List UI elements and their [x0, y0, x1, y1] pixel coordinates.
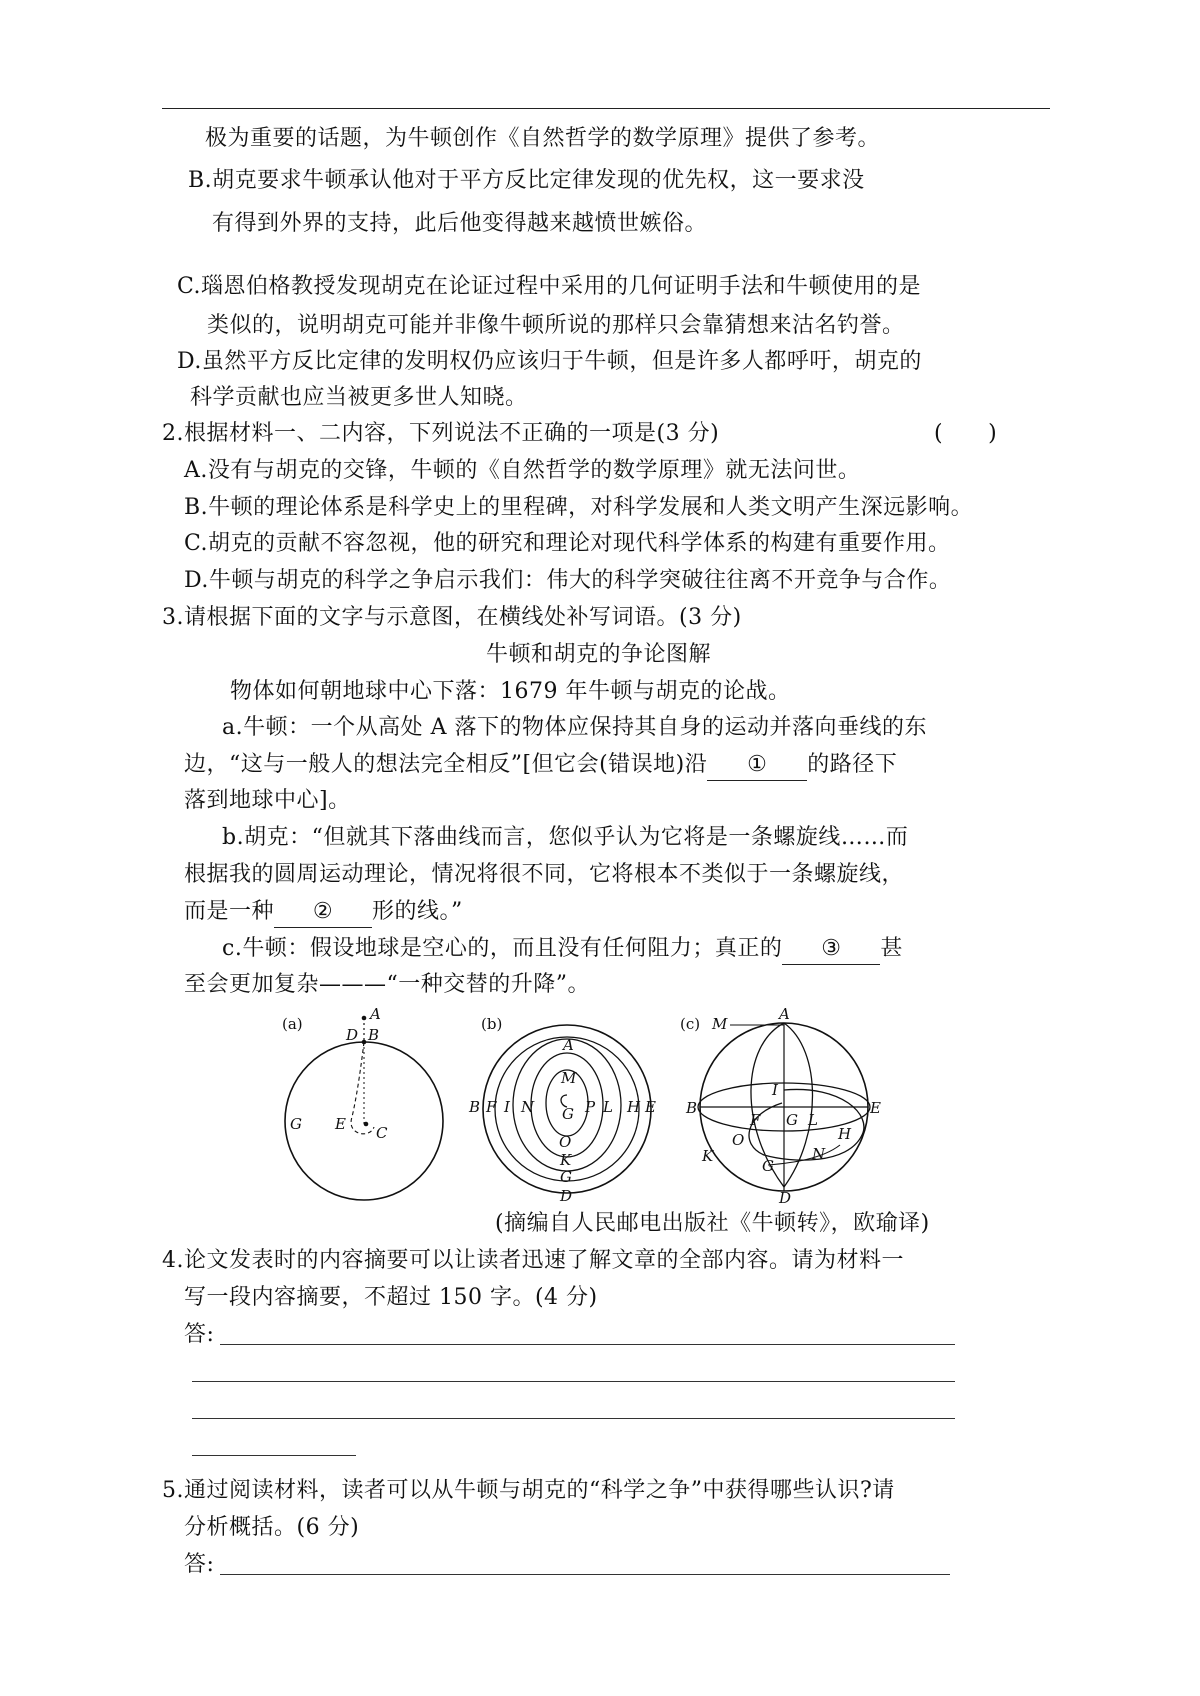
- q4-answer-label: 答:: [184, 1322, 215, 1347]
- q1-option-d-cont: 科学贡献也应当被更多世人知晓。: [190, 385, 528, 410]
- figure-panels: [270, 1005, 950, 1205]
- fig-a-label-G: G: [290, 1115, 302, 1133]
- fig-b-label-H: H: [627, 1098, 641, 1116]
- q3-b-line3: [184, 897, 463, 928]
- fig-c-label-O: O: [732, 1131, 745, 1149]
- fig-b-label-N: N: [521, 1098, 535, 1116]
- fig-c-label-E: E: [870, 1099, 881, 1117]
- fig-b-label-G-outer: G: [560, 1168, 572, 1186]
- q3-a-line1: a.牛顿：一个从高处 A 落下的物体应保持其自身的运动并落向垂线的东: [222, 715, 927, 740]
- figure-a: [282, 1005, 443, 1200]
- q3-a-line2-pre: 边，“这与一般人的想法完全相反”[但它会(错误地)沿: [184, 752, 708, 777]
- fig-b-label-A: A: [563, 1036, 574, 1054]
- q5-answer-label: 答:: [184, 1552, 215, 1577]
- fig-c-label-A: A: [779, 1005, 790, 1023]
- q2-stem: 2.根据材料一、二内容，下列说法不正确的一项是(3 分): [162, 421, 720, 446]
- fig-a-label-E: E: [335, 1115, 346, 1133]
- q3-intro: 物体如何朝地球中心下落：1679 年牛顿与胡克的论战。: [230, 679, 791, 704]
- q3-b-line3-pre: 而是一种: [184, 899, 275, 924]
- q4-answer-line-3[interactable]: [192, 1418, 955, 1419]
- q3-a-line3: 落到地球中心]。: [184, 788, 351, 813]
- fig-c-label-I: I: [772, 1081, 778, 1099]
- fig-b-label-B: B: [469, 1098, 481, 1116]
- fig-c-label-G-center: G: [786, 1111, 798, 1129]
- q3-b-line2: 根据我的圆周运动理论，情况将很不同，它将根本不类似于一条螺旋线，: [184, 862, 905, 887]
- blank-3[interactable]: ③: [782, 934, 880, 965]
- q2-option-b: B.牛顿的理论体系是科学史上的里程碑，对科学发展和人类文明产生深远影响。: [184, 495, 974, 520]
- fig-b-label-I: I: [504, 1098, 510, 1116]
- fig-c-label-M: M: [712, 1015, 728, 1033]
- figure-c: [680, 1005, 881, 1205]
- figure-c-tag: (c): [680, 1015, 701, 1033]
- q4-line2: 写一段内容摘要，不超过 150 字。(4 分): [184, 1285, 598, 1310]
- q1-option-c-cont: 类似的，说明胡克可能并非像牛顿所说的那样只会靠猜想来沽名钓誉。: [207, 313, 905, 338]
- figure-b: [468, 1015, 656, 1205]
- fig-b-label-G-inner: G: [562, 1105, 574, 1123]
- q3-a-line2: [184, 750, 897, 781]
- fig-b-label-D: D: [560, 1187, 573, 1205]
- q3-c-line1-post: 甚: [880, 936, 903, 961]
- q3-c-line1-pre: c.牛顿：假设地球是空心的，而且没有任何阻力；真正的: [222, 936, 783, 961]
- q1-option-b: B.胡克要求牛顿承认他对于平方反比定律发现的优先权，这一要求没: [188, 168, 865, 193]
- q1-option-c: C.瑙恩伯格教授发现胡克在论证过程中采用的几何证明手法和牛顿使用的是: [177, 274, 922, 299]
- fig-b-label-O: O: [559, 1133, 572, 1151]
- q2-option-c: C.胡克的贡献不容忽视，他的研究和理论对现代科学体系的构建有重要作用。: [184, 531, 951, 556]
- fig-a-label-A: A: [370, 1005, 381, 1023]
- q4-answer-line-2[interactable]: [192, 1381, 955, 1382]
- fig-b-label-M: M: [561, 1069, 577, 1087]
- blank-1[interactable]: ①: [707, 750, 807, 781]
- fig-c-label-N: N: [812, 1145, 826, 1163]
- q3-stem: 3.请根据下面的文字与示意图，在横线处补写词语。(3 分): [162, 605, 742, 630]
- q2-option-a: A.没有与胡克的交锋，牛顿的《自然哲学的数学原理》就无法问世。: [184, 458, 861, 483]
- q1-option-a-cont: 极为重要的话题，为牛顿创作《自然哲学的数学原理》提供了参考。: [205, 126, 881, 151]
- figure-a-tag: (a): [282, 1015, 303, 1033]
- fig-b-label-K: K: [560, 1151, 572, 1169]
- fig-b-label-E: E: [645, 1098, 656, 1116]
- q4-answer-line-1[interactable]: [220, 1344, 955, 1345]
- blank-2[interactable]: ②: [274, 897, 372, 928]
- fig-a-label-C: C: [376, 1124, 388, 1142]
- q3-b-line1: b.胡克：“但就其下落曲线而言，您似乎认为它将是一条螺旋线……而: [222, 825, 909, 850]
- q3-title: 牛顿和胡克的争论图解: [486, 642, 712, 667]
- q3-source: (摘编自人民邮电出版社《牛顿转》，欧瑜译): [495, 1211, 930, 1236]
- q3-c-line1: [222, 934, 903, 965]
- q4-line1: 4.论文发表时的内容摘要可以让读者迅速了解文章的全部内容。请为材料一: [162, 1248, 904, 1273]
- q3-b-line3-post: 形的线。”: [372, 899, 463, 924]
- fig-b-label-L: L: [603, 1098, 613, 1116]
- q4-answer-line-4[interactable]: [192, 1455, 356, 1456]
- fig-c-label-B: B: [686, 1099, 698, 1117]
- q3-c-line2: 至会更加复杂———“一种交替的升降”。: [184, 972, 590, 997]
- fig-c-label-D: D: [779, 1189, 792, 1205]
- q2-answer-paren: ( ): [934, 421, 998, 446]
- q1-option-d: D.虽然平方反比定律的发明权仍应该归于牛顿，但是许多人都呼吁，胡克的: [177, 349, 922, 374]
- figure-b-tag: (b): [481, 1015, 503, 1033]
- header-rule: [162, 108, 1050, 109]
- q5-line2: 分析概括。(6 分): [184, 1515, 360, 1540]
- q3-a-line2-post: 的路径下: [807, 752, 898, 777]
- fig-c-label-L: L: [808, 1111, 818, 1129]
- fig-b-label-P: P: [585, 1098, 596, 1116]
- fig-a-label-D: D: [346, 1026, 359, 1044]
- fig-c-label-K: K: [702, 1147, 714, 1165]
- fig-b-label-F: F: [486, 1098, 497, 1116]
- fig-c-label-F: F: [750, 1111, 761, 1129]
- fig-a-label-B: B: [368, 1026, 380, 1044]
- q5-answer-line-1[interactable]: [220, 1574, 950, 1575]
- q1-option-b-cont: 有得到外界的支持，此后他变得越来越愤世嫉俗。: [212, 211, 708, 236]
- fig-c-label-H: H: [838, 1125, 852, 1143]
- fig-c-label-G-lower: G: [762, 1157, 774, 1175]
- q5-line1: 5.通过阅读材料，读者可以从牛顿与胡克的“科学之争”中获得哪些认识?请: [162, 1478, 895, 1503]
- q2-option-d: D.牛顿与胡克的科学之争启示我们：伟大的科学突破往往离不开竞争与合作。: [184, 568, 952, 593]
